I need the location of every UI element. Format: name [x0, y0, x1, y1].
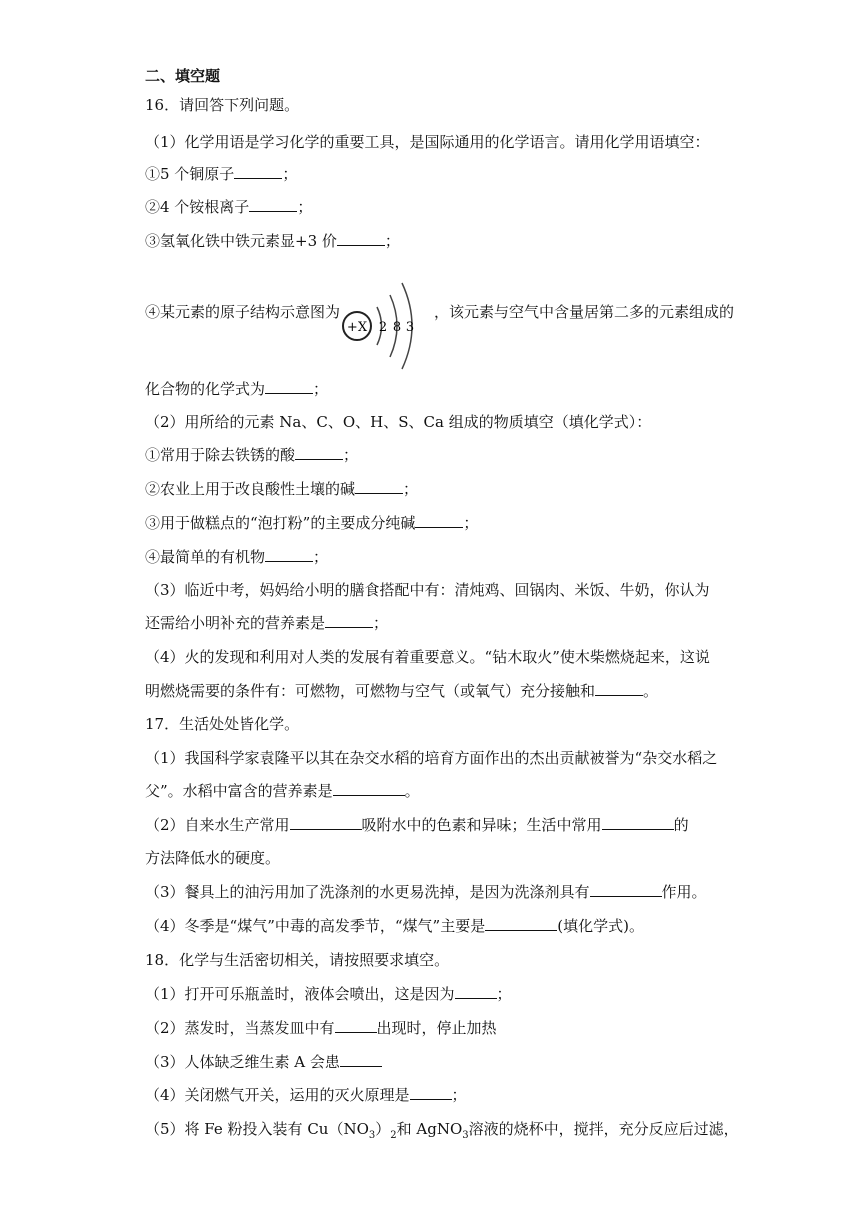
q16-sub2-text: ②农业上用于改良酸性土壤的碱	[145, 480, 356, 498]
answer-blank	[234, 164, 282, 179]
q18-part4-text: （4）关闭燃气开关，运用的灭火原理是	[145, 1086, 410, 1104]
punct: ；	[403, 480, 419, 498]
q18-part2	[145, 1018, 497, 1038]
q16-sub1-text: ①常用于除去铁锈的酸	[145, 446, 296, 464]
q18-part2-text: （2）蒸发时，当蒸发皿中有	[145, 1019, 335, 1037]
q17-part2-text-b: 吸附水中的色素和异味；生活中常用	[361, 816, 602, 834]
punct: ；	[313, 548, 329, 566]
q16-item3	[145, 231, 400, 251]
answer-blank	[325, 613, 373, 628]
q18-part2-text-b: 出现时，停止加热	[376, 1019, 497, 1037]
shell2-electrons: 8	[392, 320, 402, 335]
q16-part4: （4）火的发现和利用对人类的发展有着重要意义。“钻木取火”使木柴燃烧起来，这说	[145, 648, 710, 666]
punct: 。	[643, 682, 659, 700]
q16-item3-text: ③氢氧化铁中铁元素显+3 价	[145, 232, 337, 250]
nucleus-label: +X	[346, 320, 368, 335]
q18-part5	[145, 1119, 739, 1139]
answer-blank	[595, 681, 643, 696]
answer-blank	[340, 1052, 382, 1067]
q16-item2-text: ②4 个铵根离子	[145, 198, 250, 216]
answer-blank	[265, 547, 313, 562]
q16-item4-text: ④某元素的原子结构示意图为	[145, 303, 341, 321]
q18-part1-text: （1）打开可乐瓶盖时，液体会喷出，这是因为	[145, 985, 455, 1003]
answer-blank	[602, 815, 674, 830]
punct: ；	[343, 446, 359, 464]
q16-part3-text: 还需给小明补充的营养素是	[145, 614, 326, 632]
punct: ；	[373, 614, 389, 632]
q16-part3-cont	[145, 613, 388, 633]
q16-item4-text-b: ，该元素与空气中含量居第二多的元素组成的	[434, 303, 735, 321]
q16-part1: （1）化学用语是学习化学的重要工具，是国际通用的化学语言。请用化学用语填空：	[145, 133, 710, 151]
q17-part1-text: 父”。水稻中富含的营养素是	[145, 782, 333, 800]
q17-part2	[145, 815, 689, 835]
punct: ；	[463, 514, 479, 532]
q17-part3	[145, 882, 707, 902]
shell1-electrons: 2	[378, 320, 388, 335]
q16-item4-text-c: 化合物的化学式为	[145, 380, 266, 398]
q16-part4-text: 明燃烧需要的条件有：可燃物，可燃物与空气（或氧气）充分接触和	[145, 682, 596, 700]
answer-blank	[337, 231, 385, 246]
punct: ；	[384, 232, 400, 250]
answer-blank	[265, 379, 313, 394]
q16-sub3	[145, 513, 478, 533]
q18-part5-text-b: ）	[375, 1120, 391, 1138]
q17-part2-text: （2）自来水生产常用	[145, 816, 290, 834]
q18-stem: 18．化学与生活密切相关，请按照要求填空。	[145, 951, 450, 969]
q16-part2: （2）用所给的元素 Na、C、O、H、S、Ca 组成的物质填空（填化学式）：	[145, 413, 652, 431]
q16-item1	[145, 164, 297, 184]
answer-blank	[290, 815, 362, 830]
q16-item2	[145, 197, 312, 217]
q16-item4-cont	[145, 379, 328, 399]
subscript: 2	[390, 1130, 397, 1141]
q16-item1-text: ①5 个铜原子	[145, 165, 235, 183]
q17-part4	[145, 916, 644, 936]
punct: ；	[451, 1086, 467, 1104]
subscript: 3	[368, 1130, 376, 1141]
q17-part4-text-b: (填化学式)。	[557, 917, 644, 935]
q17-part4-text: （4）冬季是“煤气”中毒的高发季节，“煤气”主要是	[145, 917, 486, 935]
punct: ；	[297, 198, 313, 216]
q17-part1-cont	[145, 781, 420, 801]
answer-blank	[355, 479, 403, 494]
q18-part5-text: （5）将 Fe 粉投入装有 Cu（NO	[145, 1120, 369, 1138]
punct: ；	[496, 985, 512, 1003]
q18-part1	[145, 984, 512, 1004]
subscript: 3	[462, 1130, 469, 1141]
q18-part5-text-d: 溶液的烧杯中，搅拌，充分反应后过滤，	[468, 1120, 739, 1138]
q16-item4	[145, 260, 734, 364]
q17-part3-text: （3）餐具上的油污用加了洗涤剂的水更易洗掉，是因为洗涤剂具有	[145, 883, 590, 901]
q18-part3-text: （3）人体缺乏维生素 A 会患	[145, 1053, 340, 1071]
q17-part2-cont: 方法降低水的硬度。	[145, 849, 281, 867]
answer-blank	[333, 781, 405, 796]
answer-blank	[485, 916, 557, 931]
q16-sub2	[145, 479, 418, 499]
shell3-electrons: 3	[405, 320, 415, 335]
q17-part2-text-c: 的	[673, 816, 689, 834]
q17-stem: 17．生活处处皆化学。	[145, 715, 300, 733]
punct: ；	[313, 380, 329, 398]
q16-sub1	[145, 445, 358, 465]
atomic-structure-diagram	[342, 271, 432, 355]
q16-stem: 16．请回答下列问题。	[145, 96, 300, 114]
answer-blank	[455, 984, 497, 999]
answer-blank	[590, 882, 662, 897]
punct: ；	[282, 165, 298, 183]
answer-blank	[249, 197, 297, 212]
q16-part4-cont	[145, 681, 658, 701]
q17-part3-text-b: 作用。	[661, 883, 707, 901]
answer-blank	[335, 1018, 377, 1033]
q18-part5-text-c: 和 AgNO	[396, 1120, 463, 1138]
q16-sub4	[145, 547, 328, 567]
answer-blank	[295, 445, 343, 460]
answer-blank	[410, 1085, 452, 1100]
q17-part1: （1）我国科学家袁隆平以其在杂交水稻的培育方面作出的杰出贡献被誉为“杂交水稻之	[145, 749, 718, 767]
section-title: 二、填空题	[145, 67, 221, 85]
punct: 。	[404, 782, 420, 800]
q18-part3	[145, 1052, 382, 1072]
q16-part3: （3）临近中考，妈妈给小明的膳食搭配中有：清炖鸡、回锅肉、米饭、牛奶，你认为	[145, 581, 710, 599]
answer-blank	[415, 513, 463, 528]
q16-sub3-text: ③用于做糕点的“泡打粉”的主要成分纯碱	[145, 514, 416, 532]
q16-sub4-text: ④最简单的有机物	[145, 548, 266, 566]
q18-part4	[145, 1085, 467, 1105]
